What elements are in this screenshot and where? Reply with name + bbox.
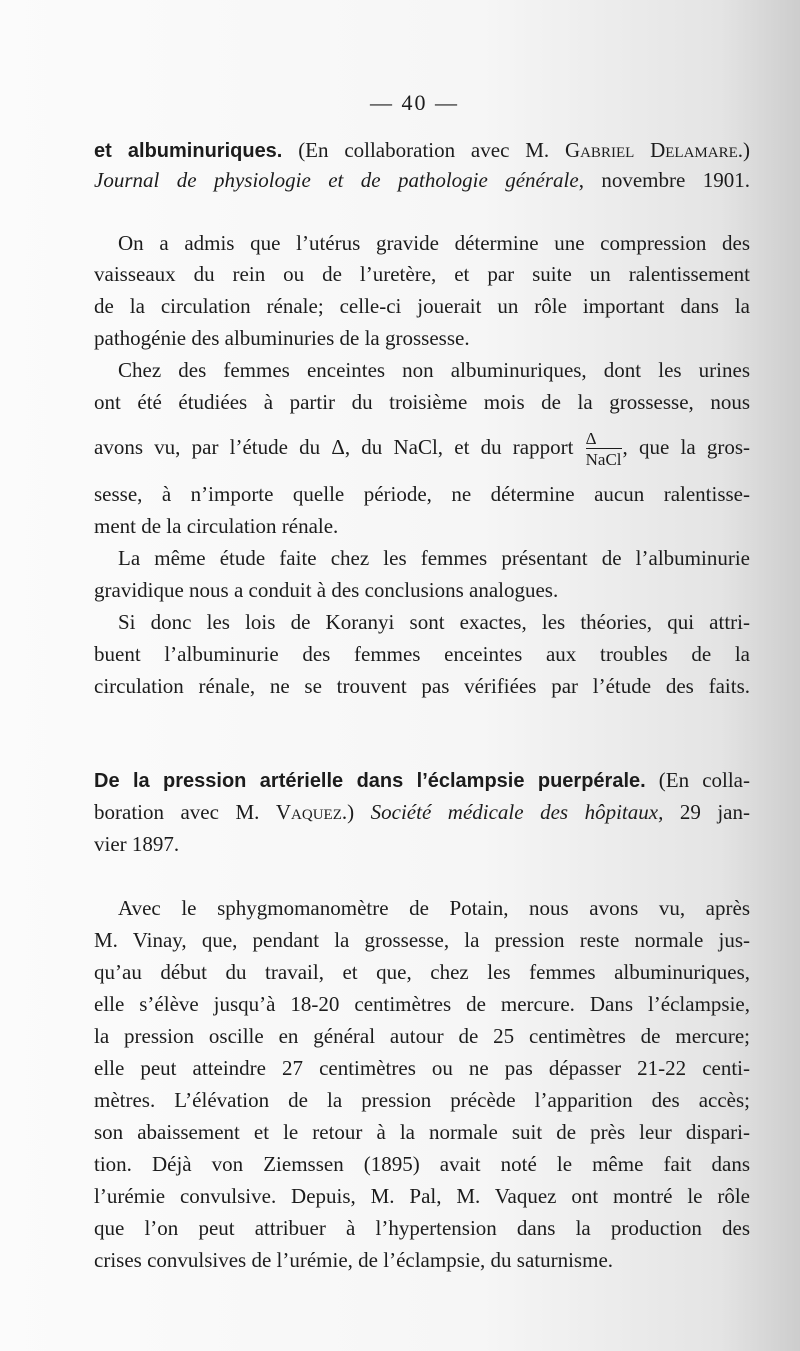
- paragraph-line: elle s’élève jusqu’à 18-20 centimètres de mercure. Dans l’éclampsie,: [94, 992, 750, 1016]
- paragraph-line: ment de la circulation rénale.: [94, 514, 339, 538]
- formula-line: [94, 430, 750, 468]
- paragraph-line: que l’on peut attribuer à l’hypertension dans la production des: [94, 1216, 750, 1240]
- paragraph-line: de la circulation rénale; celle-ci jouerait un rôle important dans la: [94, 294, 750, 318]
- section1-date: , novembre 1901.: [578, 168, 750, 192]
- paragraph-line: sesse, à n’importe quelle période, ne détermine aucun ralentisse-: [94, 482, 750, 506]
- section2-year: vier 1897.: [94, 832, 180, 856]
- section2-title: De la pression artérielle dans l’éclampsie puerpérale.: [94, 770, 646, 792]
- paragraph-line: Chez des femmes enceintes non albuminuriques, dont les urines: [118, 358, 750, 382]
- paragraph-line: tion. Déjà von Ziemssen (1895) avait noté le même fait dans: [94, 1152, 750, 1176]
- fraction-denominator: NaCl: [585, 450, 622, 469]
- paragraph-line: la pression oscille en général autour de 25 centimètres de mercure;: [94, 1024, 750, 1048]
- paragraph-line: ont été étudiées à partir du troisième mois de la grossesse, nous: [94, 390, 750, 414]
- section1-author: Gabriel Delamare: [564, 138, 738, 162]
- paragraph-line: pathogénie des albuminuries de la grossesse.: [94, 326, 470, 350]
- page-number: — 40 —: [370, 90, 459, 115]
- paragraph-line: son abaissement et le retour à la normale suit de près leur dispari-: [94, 1120, 750, 1144]
- paragraph-line: crises convulsives de l’urémie, de l’éclampsie, du saturnisme.: [94, 1248, 614, 1272]
- delta-nacl-fraction: [586, 430, 622, 468]
- section1-collab: (En collaboration avec M.: [282, 138, 565, 162]
- section1-heading-bold: et albuminuriques.: [94, 140, 283, 162]
- section1-collab-end: .): [737, 138, 750, 162]
- paragraph-line: circulation rénale, ne se trouvent pas vérifiées par l’étude des faits.: [94, 674, 750, 698]
- paragraph-line: Si donc les lois de Koranyi sont exactes, les théories, qui attri-: [118, 610, 750, 634]
- fraction-numerator: Δ: [585, 429, 597, 448]
- section1-heading: [94, 136, 750, 165]
- paragraph-line: Avec le sphygmomanomètre de Potain, nous avons vu, après: [118, 896, 750, 920]
- paragraph-line: qu’au début du travail, et que, chez les femmes albuminuriques,: [94, 960, 750, 984]
- paragraph-line: vaisseaux du rein ou de l’uretère, et par suite un ralentissement: [94, 262, 750, 286]
- paragraph-line: buent l’albuminurie des femmes enceintes aux troubles de la: [94, 642, 750, 666]
- paragraph-line: l’urémie convulsive. Depuis, M. Pal, M. Vaquez ont montré le rôle: [94, 1184, 750, 1208]
- section2-date: 29 jan-: [663, 800, 750, 824]
- section2-collab-end: .): [341, 800, 371, 824]
- formula-text-before: avons vu, par l’étude du Δ, du NaCl, et du rapport: [94, 434, 585, 459]
- paragraph-line: elle peut atteindre 27 centimètres ou ne pas dépasser 21-22 centi-: [94, 1056, 750, 1080]
- paragraph-line: On a admis que l’utérus gravide détermine une compression des: [118, 231, 750, 255]
- paragraph-line: gravidique nous a conduit à des conclusions analogues.: [94, 578, 559, 602]
- section2-collab-cont: boration avec M.: [94, 800, 276, 824]
- section2-author: Vaquez: [275, 800, 342, 824]
- formula-text-after: , que la gros-: [622, 434, 750, 459]
- paragraph-line: mètres. L’élévation de la pression précède l’apparition des accès;: [94, 1088, 750, 1112]
- paragraph-line: La même étude faite chez les femmes présentant de l’albuminurie: [118, 546, 750, 570]
- paragraph-line: M. Vinay, que, pendant la grossesse, la pression reste normale jus-: [94, 928, 750, 952]
- section1-journal: Journal de physiologie et de pathologie générale: [94, 168, 579, 192]
- section2-journal: Société médicale des hôpitaux,: [370, 800, 664, 824]
- section2-source: [94, 798, 750, 826]
- section1-source: [94, 166, 750, 194]
- section2-collab: (En colla-: [645, 768, 750, 792]
- section2-heading: [94, 766, 750, 795]
